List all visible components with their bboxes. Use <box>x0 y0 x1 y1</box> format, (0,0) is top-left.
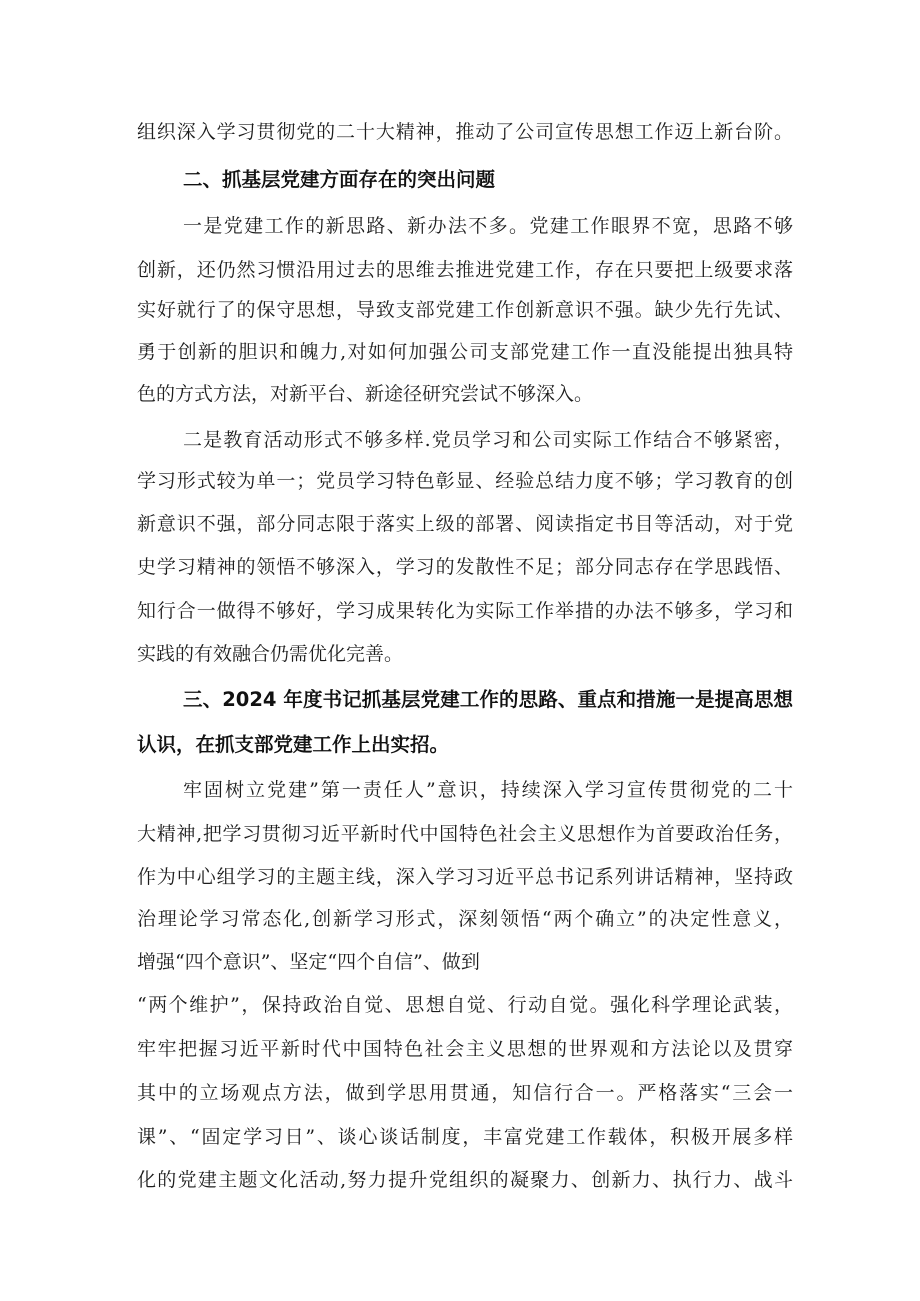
section-heading: 认识，在抓支部党建工作上出实招。 <box>137 733 450 756</box>
text-line: 治理论学习常态化,创新学习形式，深刻领悟“两个确立”的决定性意义， <box>137 908 793 930</box>
text-line: 牢牢把握习近平新时代中国特色社会主义思想的世界观和方法论以及贯穿 <box>137 1038 793 1060</box>
text-line: 一是党建工作的新思路、新办法不多。党建工作眼界不宽，思路不够 <box>183 215 793 237</box>
text-line: 勇于创新的胆识和魄力,对如何加强公司支部党建工作一直没能提出独具特 <box>137 341 793 363</box>
text-line: 牢固树立党建”第一责任人”意识，持续深入学习宣传贯彻党的二十 <box>183 779 793 801</box>
text-line: 二是教育活动形式不够多样.党员学习和公司实际工作结合不够紧密， <box>183 429 793 451</box>
text-line: 学习形式较为单一；党员学习特色彰显、经验总结力度不够；学习教育的创 <box>137 470 793 492</box>
text-line: 实好就行了的保守思想，导致支部党建工作创新意识不强。缺少先行先试、 <box>137 299 793 321</box>
section-heading: 三、2024 年度书记抓基层党建工作的思路、重点和措施一是提高思想 <box>183 688 793 711</box>
text-line: 增强“四个意识”、坚定“四个自信”、做到 <box>137 951 480 973</box>
text-line: 新意识不强，部分同志限于落实上级的部署、阅读指定书目等活动，对于党 <box>137 513 793 535</box>
text-line: 实践的有效融合仍需优化完善。 <box>137 643 404 665</box>
text-line: 课”、“固定学习日”、谈心谈话制度，丰富党建工作载体，积极开展多样 <box>137 1126 793 1148</box>
text-line: 作为中心组学习的主题主线，深入学习习近平总书记系列讲话精神，坚持政 <box>137 866 793 888</box>
text-line: 创新，还仍然习惯沿用过去的思维去推进党建工作，存在只要把上级要求落 <box>137 259 793 281</box>
text-line: 色的方式方法，对新平台、新途径研究尝试不够深入。 <box>137 383 594 405</box>
text-line: 知行合一做得不够好，学习成果转化为实际工作举措的办法不够多，学习和 <box>137 600 793 622</box>
text-line: 史学习精神的领悟不够深入，学习的发散性不足；部分同志存在学思践悟、 <box>137 556 793 578</box>
section-heading: 二、抓基层党建方面存在的突出问题 <box>183 168 496 191</box>
text-line: 组织深入学习贯彻党的二十大精神，推动了公司宣传思想工作迈上新台阶。 <box>137 121 793 143</box>
text-line: 化的党建主题文化活动,努力提升党组织的凝聚力、创新力、执行力、战斗 <box>137 1169 793 1191</box>
text-line: “两个维护”，保持政治自觉、思想自觉、行动自觉。强化科学理论武装， <box>137 994 793 1016</box>
text-line: 其中的立场观点方法，做到学思用贯通，知信行合一。严格落实“三会一 <box>137 1082 793 1104</box>
text-line: 大精神,把学习贯彻习近平新时代中国特色社会主义思想作为首要政治任务， <box>137 823 793 845</box>
